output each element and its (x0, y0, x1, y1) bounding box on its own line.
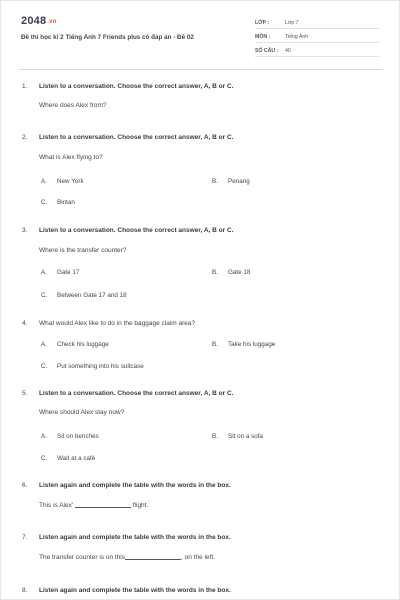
option-c[interactable]: C. Wait at a café (41, 455, 96, 462)
question-number: 7. (22, 534, 28, 541)
option-a[interactable]: A. Gate 17 (41, 269, 80, 276)
question-text: Listen again and complete the table with the words in the box. (39, 534, 231, 541)
question-sub: Where does Alex from? (39, 102, 107, 109)
option-b[interactable]: B. Penang (212, 178, 250, 185)
question-text: Listen to a conversation. Choose the correct answer, A, B or C. (39, 227, 234, 234)
option-c[interactable]: C. Between Gate 17 and 18 (41, 292, 127, 299)
answer-blank[interactable] (125, 554, 181, 560)
question-number: 2. (22, 134, 28, 141)
meta-class (255, 16, 379, 29)
meta-key: LỚP : (255, 20, 270, 26)
page-title: Đề thi học kì 2 Tiếng Anh 7 Friends plus có đáp án - Đề 02 (21, 34, 194, 41)
site-logo[interactable]: 2048.vn (21, 15, 57, 27)
question-sub: The transfer counter is on this , on the left. (39, 554, 215, 561)
question-text: Listen to a conversation. Choose the correct answer, A, B or C. (39, 134, 234, 141)
meta-key: SỐ CÂU : (255, 48, 279, 54)
question-number: 8. (22, 587, 28, 594)
meta-key: MÔN : (255, 34, 271, 40)
meta-value: Lớp 7 (285, 20, 299, 26)
question-number: 3. (22, 227, 28, 234)
option-c[interactable]: C. Put something into his suitcase (41, 363, 144, 370)
option-c[interactable]: C. Bintan (41, 199, 75, 206)
question-number: 6. (22, 482, 28, 489)
question-sub: What is Alex flying to? (39, 154, 103, 161)
question-number: 5. (22, 390, 28, 397)
option-b[interactable]: B. Take his luggage (212, 341, 276, 348)
option-a[interactable]: A. Sit on benches (41, 433, 99, 440)
meta-value: Tiếng Anh (285, 34, 309, 40)
question-number: 4. (22, 320, 28, 327)
option-b[interactable]: B. Sit on a sofa (212, 433, 264, 440)
question-text: What would Alex like to do in the baggage claim area? (39, 320, 196, 327)
option-b[interactable]: B. Gate 18 (212, 269, 251, 276)
question-number: 1. (22, 83, 28, 90)
question-sub: Where is the transfer counter? (39, 247, 127, 254)
option-a[interactable]: A. Check his luggage (41, 341, 109, 348)
question-text: Listen to a conversation. Choose the correct answer, A, B or C. (39, 83, 234, 90)
question-text: Listen again and complete the table with the words in the box. (39, 587, 231, 594)
question-sub: This is Alex' flight. (39, 502, 149, 509)
header (1, 1, 400, 67)
answer-blank[interactable] (75, 502, 131, 508)
question-text: Listen to a conversation. Choose the correct answer, A, B or C. (39, 390, 234, 397)
header-divider (19, 69, 383, 70)
option-a[interactable]: A. New York (41, 178, 84, 185)
meta-question-count (255, 44, 379, 57)
question-text: Listen again and complete the table with the words in the box. (39, 482, 231, 489)
question-sub: Where should Alex stay now? (39, 409, 125, 416)
meta-subject (255, 30, 379, 43)
meta-value: 40 (285, 48, 291, 54)
